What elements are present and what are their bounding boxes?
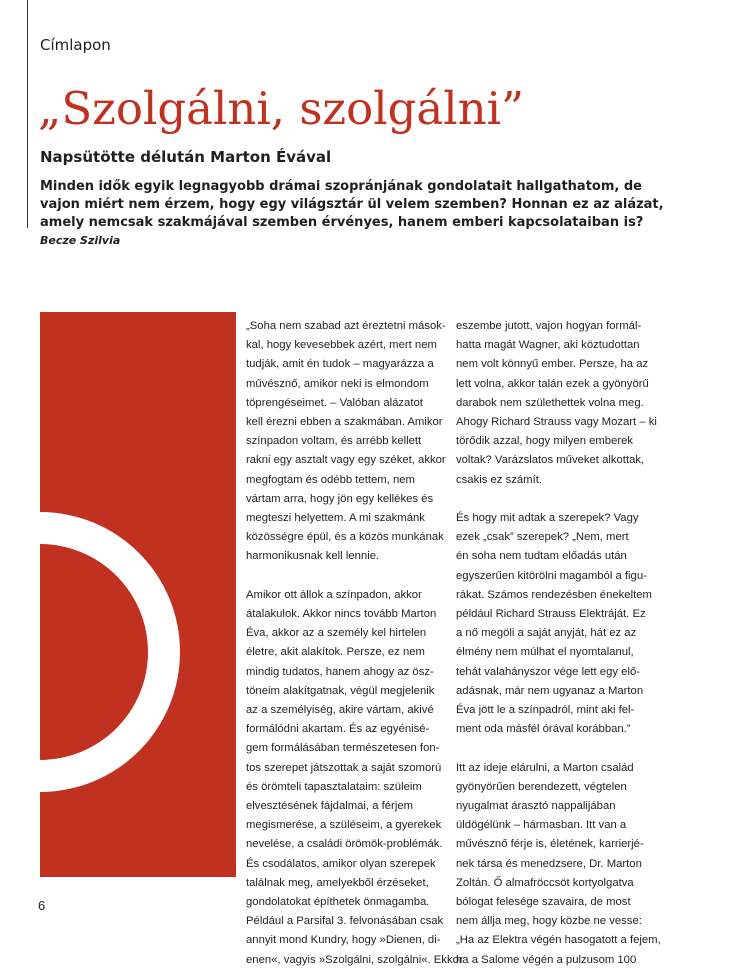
paragraph-gap — [456, 739, 661, 758]
text-line: És csodálatos, amikor olyan szerepek — [246, 857, 436, 870]
text-line: művésznő férje is, életének, karrierjé- — [456, 838, 644, 851]
text-line: „Soha nem szabad azt éreztetni mások- — [246, 320, 446, 332]
text-line: nevelése, a családi örömök-problémák. — [246, 838, 443, 851]
text-line: mindig tudatos, hanem ahogy az ösz- — [246, 665, 434, 678]
text-line: „Ha az Elektra végén hasogatott a fejem, — [456, 934, 661, 947]
text-line: nek társa és menedzsere, Dr. Marton — [456, 857, 642, 870]
article-subtitle: Napsütötte délután Marton Évával — [40, 148, 332, 166]
text-line: élmény nem múlhat el nyomtalanul, — [456, 646, 634, 659]
text-line: gyönyörűen berendezett, végtelen — [456, 780, 627, 793]
text-line: töprengéseimet. – Valóban alázatot — [246, 396, 423, 409]
text-line: annyit mond Kundry, hogy »Dienen, di- — [246, 934, 441, 947]
text-line: Éva, akkor az a személy kel hirtelen — [246, 627, 427, 640]
paragraph-gap — [246, 567, 446, 586]
text-line: tos szerepet játszottak a saját szomorú — [246, 761, 442, 774]
text-line: rakni egy asztalt vagy egy széket, akkor — [246, 454, 446, 467]
text-line: Ahogy Richard Strauss vagy Mozart – ki — [456, 416, 657, 429]
text-line: találnak meg, amelyekből érzéseket, — [246, 876, 429, 889]
text-line: Amikor ott állok a színpadon, akkor — [246, 588, 422, 601]
text-line: formálódni akartam. És az egyénisé- — [246, 723, 430, 736]
text-line: gem formálásában természetesen fon- — [246, 742, 440, 755]
text-line: harmonikusnak kell lennie. — [246, 550, 380, 563]
body-column-2 — [456, 317, 661, 970]
body-column-1 — [246, 317, 463, 970]
text-line: nem állja meg, hogy közbe ne vesse: — [456, 915, 642, 928]
paragraph-gap — [456, 490, 661, 509]
text-line: adásnak, már nem ugyanaz a Marton — [456, 684, 644, 697]
article-lead — [40, 178, 680, 250]
text-line: kell érezni ebben a szakmában. Amikor — [246, 416, 443, 429]
text-line: egyszerűen kitörölni magamból a figu- — [456, 569, 647, 582]
text-line: nyugalmat árasztó nappalijában — [456, 800, 616, 813]
text-line: voltak? Varázslatos műveket alkottak, — [456, 454, 645, 467]
article-title: „Szolgálni, szolgálni” — [38, 82, 525, 135]
text-line: csakis ez számít. — [456, 473, 543, 486]
text-line: Éva jött le a színpadról, mint aki fel- — [456, 704, 635, 717]
text-line: megismerése, a szüléseim, a gyerekek — [246, 819, 442, 832]
lead-text: Minden idők egyik legnagyobb drámai szopránjának gondolatait hallgathatom, de vajon miért nem érzem, hogy egy világsztár ül velem szemben? Honnan ez az alázat, amely nemcsak szakmájával szemben érvényes, hanem emberi kapcsolataiban is? — [40, 179, 664, 230]
text-line: gondolatokat építhetek önmagamba. — [246, 896, 430, 909]
text-line: például Richard Strauss Elektráját. Ez — [456, 608, 646, 621]
vertical-rule — [27, 0, 28, 228]
text-line: átalakulok. Akkor nincs tovább Marton — [246, 608, 437, 621]
text-line: üldögélünk – hármasban. Itt van a — [456, 819, 627, 832]
text-line: tehát valahányszor vége lett egy elő- — [456, 665, 640, 678]
text-line: töneim alakítgatnak, végül megjelenik — [246, 684, 435, 697]
text-line: kal, hogy kevesebbek azért, mert nem — [246, 339, 437, 352]
text-line: nem volt könnyű ember. Persze, ha az — [456, 358, 649, 371]
text-line: művésznő, amikor neki is elmondom — [246, 377, 429, 390]
text-line: tudják, amit én tudok – magyarázza a — [246, 358, 434, 371]
text-line: színpadon voltam, és arrébb kellett — [246, 435, 422, 448]
section-label: Címlapon — [40, 36, 111, 54]
text-line: ha a Salome végén a pulzusom 100 — [456, 953, 637, 966]
text-line: közösségre épül, és a közös munkának — [246, 531, 444, 544]
text-line: enen«, vagyis »Szolgálni, szolgálni«. Ekkor — [246, 953, 463, 966]
text-line: És hogy mit adtak a szerepek? Vagy — [456, 512, 639, 525]
text-line: Zoltán. Ő almafröccsöt kortyolgatva — [456, 876, 634, 889]
text-line: én soha nem tudtam előadás után — [456, 550, 627, 563]
text-line: és örömteli tapasztalataim: szüleim — [246, 780, 422, 793]
text-line: törődik azzal, hogy milyen emberek — [456, 435, 634, 448]
text-line: megfogtam és odébb tettem, nem — [246, 473, 415, 486]
text-line: az a személyiség, akire vártam, akivé — [246, 704, 434, 717]
text-line: darabok nem születhettek volna meg. — [456, 396, 644, 409]
text-line: lett volna, akkor talán ezek a gyönyörű — [456, 377, 649, 390]
text-line: eszembe jutott, vajon hogyan formál- — [456, 320, 642, 332]
text-line: a nő megöli a saját anyját, hát ez az — [456, 627, 637, 640]
text-line: életre, akit alakítok. Persze, ez nem — [246, 646, 425, 659]
text-line: bólogat felesége szavaira, de most — [456, 896, 631, 909]
text-line: hatta magát Wagner, aki köztudottan — [456, 339, 640, 352]
text-line: ezek „csak” szerepek? „Nem, mert — [456, 531, 629, 544]
half-ring-graphic — [40, 312, 236, 877]
text-line: Például a Parsifal 3. felvonásában csak — [246, 915, 444, 928]
author-byline: Becze Szilvia — [40, 234, 121, 247]
text-line: vártam arra, hogy jön egy kellékes és — [246, 492, 434, 505]
text-line: ment oda másfél órával korábban.” — [456, 723, 631, 736]
text-line: elvesztésének fájdalmai, a férjem — [246, 800, 414, 813]
text-line: Itt az ideje elárulni, a Marton család — [456, 761, 634, 774]
page-number: 6 — [38, 898, 46, 913]
text-line: rákat. Számos rendezésben énekeltem — [456, 588, 652, 601]
text-line: megteszi helyettem. A mi szakmánk — [246, 512, 425, 525]
